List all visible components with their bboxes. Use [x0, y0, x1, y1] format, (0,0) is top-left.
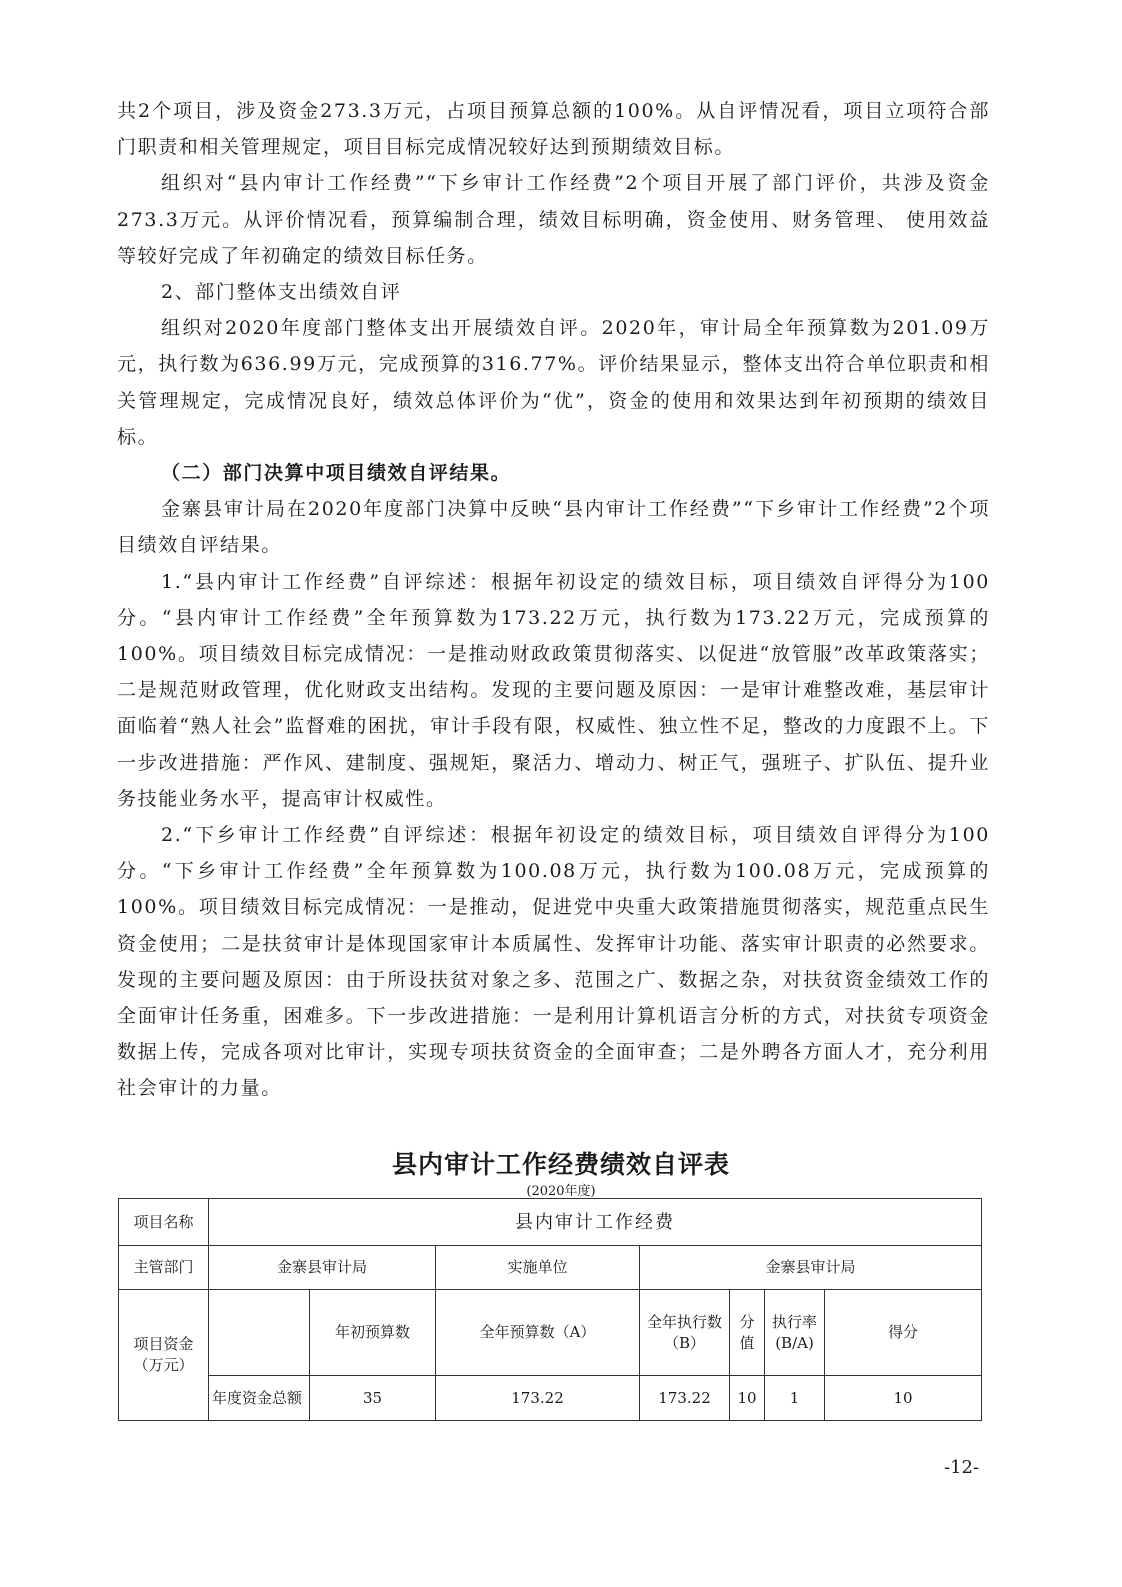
section-heading-bold: （二）部门决算中项目绩效自评结果。: [161, 462, 512, 485]
paragraph: 组织对“县内审计工作经费”“下乡审计工作经费”2个项目开展了部门评价，共涉及资金273.3万元。从评价情况看，预算编制合理，绩效目标明确，资金使用、财务管理、 使用效益等较好完成了年初确定的绩效目标任务。: [117, 172, 990, 267]
cell-annual-exec: 173.22: [640, 1376, 730, 1421]
header-annual-exec: 全年执行数（B）: [640, 1290, 730, 1376]
section-heading: 2、部门整体支出绩效自评: [161, 281, 402, 304]
header-blank: [209, 1290, 310, 1376]
cell-initial-budget: 35: [310, 1376, 436, 1421]
cell-annual-budget: 173.22: [436, 1376, 640, 1421]
row-label: 年度资金总额: [209, 1376, 310, 1421]
performance-table: [118, 1198, 982, 1421]
header-score: 得分: [825, 1290, 982, 1376]
header-exec-rate: 执行率(B/A): [765, 1290, 825, 1376]
header-initial-budget: 年初预算数: [310, 1290, 436, 1376]
dept-value: 金寨县审计局: [209, 1246, 436, 1290]
paragraph: 金寨县审计局在2020年度部门决算中反映“县内审计工作经费”“下乡审计工作经费”2个项目绩效自评结果。: [117, 498, 990, 557]
dept-label: 主管部门: [119, 1246, 209, 1290]
project-name-value: 县内审计工作经费: [209, 1199, 982, 1246]
table-title: 县内审计工作经费绩效自评表: [391, 1150, 730, 1179]
page-number: -12-: [944, 1457, 980, 1478]
body-text: [117, 93, 990, 1107]
impl-value: 金寨县审计局: [640, 1246, 982, 1290]
paragraph: 1.“县内审计工作经费”自评综述：根据年初设定的绩效目标，项目绩效自评得分为100分。“县内审计工作经费”全年预算数为173.22万元，执行数为173.22万元，完成预算的100%。项目绩效目标完成情况：一是推动财政政策贯彻落实、以促进“放管服”改革政策落实；二是规范财政管理，优化财政支出结构。发现的主要问题及原因：一是审计难整改难，基层审计面临着“熟人社会”监督难的困扰，审计手段有限，权威性、独立性不足，整改的力度跟不上。下一步改进措施：严作风、建制度、强规矩，聚活力、增动力、树正气，强班子、扩队伍、提升业务技能业务水平，提高审计权威性。: [117, 570, 990, 810]
table-subtitle: (2020年度): [526, 1184, 596, 1199]
header-annual-budget: 全年预算数（A）: [436, 1290, 640, 1376]
project-name-label: 项目名称: [119, 1199, 209, 1246]
header-weight: 分值: [730, 1290, 765, 1376]
cell-exec-rate: 1: [765, 1376, 825, 1421]
funds-label: 项目资金（万元）: [119, 1290, 209, 1421]
paragraph: 共2个项目，涉及资金273.3万元，占项目预算总额的100%。从自评情况看，项目立项符合部门职责和相关管理规定，项目目标完成情况较好达到预期绩效目标。: [117, 100, 990, 159]
paragraph: 组织对2020年度部门整体支出开展绩效自评。2020年，审计局全年预算数为201.09万元，执行数为636.99万元，完成预算的316.77%。评价结果显示，整体支出符合单位职责和相关管理规定，完成情况良好，绩效总体评价为“优”，资金的使用和效果达到年初预期的绩效目标。: [117, 317, 990, 448]
cell-weight: 10: [730, 1376, 765, 1421]
impl-label: 实施单位: [436, 1246, 640, 1290]
cell-score: 10: [825, 1376, 982, 1421]
paragraph: 2.“下乡审计工作经费”自评综述：根据年初设定的绩效目标，项目绩效自评得分为100分。“下乡审计工作经费”全年预算数为100.08万元，执行数为100.08万元，完成预算的100%。项目绩效目标完成情况：一是推动，促进党中央重大政策措施贯彻落实，规范重点民生资金使用；二是扶贫审计是体现国家审计本质属性、发挥审计功能、落实审计职责的必然要求。发现的主要问题及原因：由于所设扶贫对象之多、范围之广、数据之杂，对扶贫资金绩效工作的全面审计任务重，困难多。下一步改进措施：一是利用计算机语言分析的方式，对扶贫专项资金数据上传，完成各项对比审计，实现专项扶贫资金的全面审查；二是外聘各方面人才，充分利用社会审计的力量。: [117, 824, 990, 1100]
